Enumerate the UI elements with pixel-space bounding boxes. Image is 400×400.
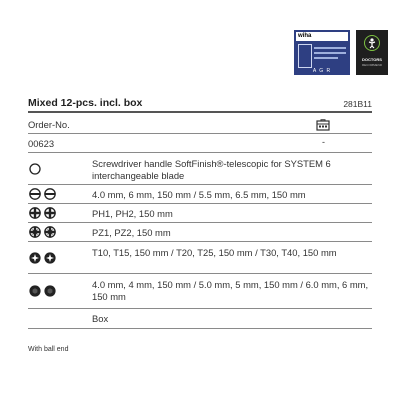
order-no-label: Order-No. <box>28 119 70 130</box>
row-text: PH1, PH2, 150 mm <box>92 208 173 219</box>
round-icon <box>28 153 88 184</box>
doctors-label: DOCTORS <box>362 57 382 62</box>
slotted-icon <box>28 185 88 203</box>
row-text: 4.0 mm, 6 mm, 150 mm / 5.5 mm, 6.5 mm, 150 mm <box>92 189 306 200</box>
spec-table <box>28 113 372 329</box>
row-text: Screwdriver handle SoftFinish®-telescopic for SYSTEM 6 interchangeable blade <box>92 158 331 181</box>
product-code: 281B11 <box>343 99 372 109</box>
phillips-icon <box>28 204 88 222</box>
table-row <box>28 223 372 242</box>
doctors-recommend-badge <box>356 30 388 75</box>
table-row <box>28 204 372 223</box>
agr-label: A G R <box>312 68 332 74</box>
table-row <box>28 185 372 204</box>
product-title: Mixed 12-pcs. incl. box <box>28 97 143 109</box>
hex-ball-icon <box>28 274 88 308</box>
order-number: 00623 <box>28 138 55 149</box>
order-number-row <box>28 134 372 153</box>
order-header-row <box>28 113 372 134</box>
footnote: With ball end <box>28 346 69 353</box>
row-text: 4.0 mm, 4 mm, 150 mm / 5.0 mm, 5 mm, 150 mm / 6.0 mm, 6 mm, 150 mm <box>92 279 369 302</box>
row-text: Box <box>92 313 109 324</box>
order-quantity: - <box>322 137 325 147</box>
agr-certification-badge <box>294 30 350 75</box>
table-row <box>28 153 372 185</box>
pozidriv-icon <box>28 223 88 241</box>
wiha-logo: wiha <box>296 32 348 41</box>
torx-icon <box>28 242 88 273</box>
seal-icon <box>298 44 312 68</box>
recommend-label: RECOMMEND <box>362 63 382 67</box>
person-icon <box>364 35 380 51</box>
table-row <box>28 309 372 329</box>
row-text: T10, T15, 150 mm / T20, T25, 150 mm / T30, T40, 150 mm <box>92 247 337 258</box>
row-text: PZ1, PZ2, 150 mm <box>92 227 171 238</box>
table-row <box>28 274 372 309</box>
table-row <box>28 242 372 274</box>
